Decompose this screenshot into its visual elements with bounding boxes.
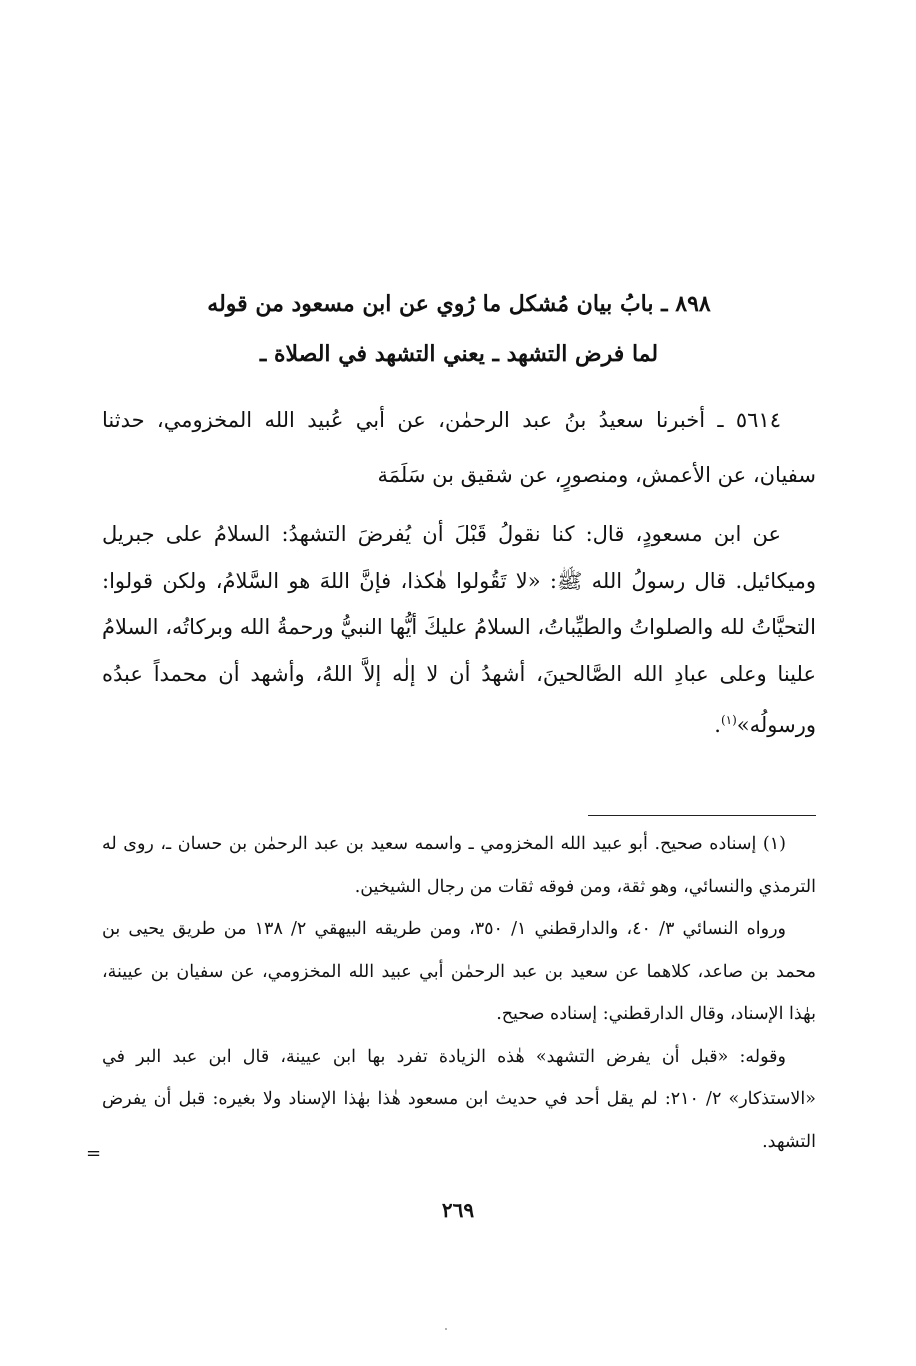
scan-speck [445, 1328, 447, 1330]
hadith-isnad: ٥٦١٤ ـ أخبرنا سعيدُ بنُ عبد الرحمٰن، عن أبي عُبيد الله المخزومي، حدثنا سفيان، عن الأعمش، ومنصورٍ، عن شقيق بن سَلَمَة [102, 408, 816, 487]
footnote-paragraph-2: ورواه النسائي ٣/ ٤٠، والدارقطني ١/ ٣٥٠، ومن طريقه البيهقي ٢/ ١٣٨ من طريق يحيى بن محمد بن صاعد، كلاهما عن سعيد بن عبد الرحمٰن أبي عبيد الله المخزومي، عن سفيان بن عيينة، بهٰذا الإسناد، وقال الدارقطني: إسناده صحيح. [102, 919, 816, 1024]
page-number: ٢٦٩ [441, 1198, 475, 1222]
hadith-matn: عن ابن مسعودٍ، قال: كنا نقولُ قَبْلَ أن يُفرضَ التشهدُ: السلامُ على جبريل وميكائيل. قال رسولُ الله ﷺ: «لا تَقُولوا هٰكذا، فإنَّ اللهَ هو السَّلامُ، ولكن قولوا: التحيَّاتُ لله والصلواتُ والطيِّباتُ، السلامُ عليكَ أيُّها النبيُّ ورحمةُ الله وبركاتُه، السلامُ علينا وعلى عبادِ الله الصَّالحينَ، أشهدُ أن لا إلٰه إلاَّ اللهُ، وأشهد أن محمداً عبدُه ورسولُه» [102, 522, 816, 737]
hadith-matn-paragraph [102, 511, 816, 749]
chapter-title [102, 279, 816, 379]
footnote-divider [588, 815, 816, 816]
chapter-title-line-1: ٨٩٨ ـ بابُ بيان مُشكل ما رُوي عن ابن مسعود من قوله [207, 291, 711, 317]
hadith-text [102, 393, 816, 749]
footnote-reference: (١) [720, 713, 737, 727]
footnotes [102, 823, 816, 1163]
continuation-mark: = [86, 1143, 102, 1164]
footnote-paragraph-3: وقوله: «قبل أن يفرض التشهد» هٰذه الزيادة تفرد بها ابن عيينة، قال ابن عبد البر في «الاستذكار» ٢/ ٢١٠: لم يقل أحد في حديث ابن مسعود هٰذا بهٰذا الإسناد ولا بغيره: قبل أن يفرض التشهد. [102, 1046, 816, 1152]
hadith-end-mark: . [714, 713, 721, 737]
footnote-paragraph-1: (١) إسناده صحيح. أبو عبيد الله المخزومي ـ واسمه سعيد بن عبد الرحمٰن بن حسان ـ، روى له الترمذي والنسائي، وهو ثقة، ومن فوقه ثقات من رجال الشيخين. [102, 834, 816, 897]
chapter-title-line-2: لما فرض التشهد ـ يعني التشهد في الصلاة ـ [259, 341, 659, 367]
